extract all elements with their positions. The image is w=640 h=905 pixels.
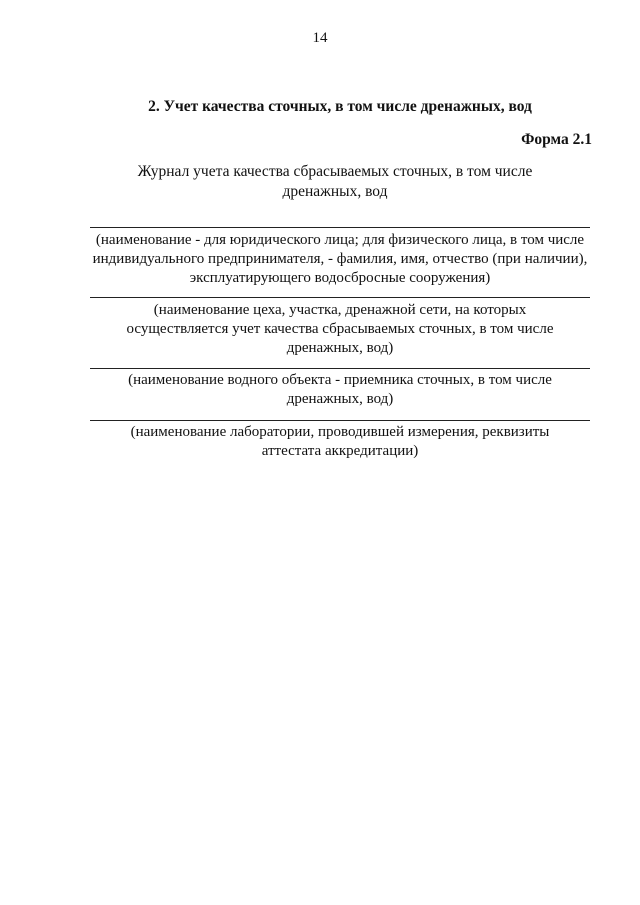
fill-in-line (90, 297, 590, 298)
caption-line: дренажных, вод) (286, 340, 394, 356)
fill-in-line (90, 368, 590, 369)
caption-line: индивидуального предпринимателя, - фамилия, имя, отчество (при наличии), (92, 251, 588, 267)
field-caption (90, 301, 590, 358)
caption-line: (наименование - для юридического лица; для физического лица, в том числе (95, 232, 585, 248)
field-water-body-name (90, 368, 590, 409)
caption-line: эксплуатирующего водосбросные сооружения) (189, 270, 491, 286)
caption-line: аттестата аккредитации) (261, 443, 419, 459)
journal-title-line: Журнал учета качества сбрасываемых сточных, в том числе (137, 163, 533, 180)
caption-line: (наименование цеха, участка, дренажной сети, на которых (153, 302, 527, 318)
field-caption (90, 423, 590, 461)
field-site-name (90, 297, 590, 358)
caption-line: (наименование водного объекта - приемника сточных, в том числе (128, 372, 552, 388)
form-label: Форма 2.1 (521, 131, 592, 148)
journal-title (120, 162, 550, 202)
field-laboratory-name (90, 420, 590, 461)
caption-line: дренажных, вод) (286, 391, 394, 407)
fill-in-line (90, 420, 590, 421)
field-operator-name (90, 227, 590, 288)
caption-line: (наименование лаборатории, проводившей измерения, реквизиты (130, 424, 550, 440)
caption-line: осуществляется учет качества сбрасываемых сточных, в том числе (126, 321, 554, 337)
section-title: 2. Учет качества сточных, в том числе дренажных, вод (148, 98, 532, 115)
page-number: 14 (312, 30, 328, 46)
field-caption (90, 371, 590, 409)
fill-in-line (90, 227, 590, 228)
journal-title-line: дренажных, вод (282, 183, 388, 200)
field-caption (90, 231, 590, 288)
